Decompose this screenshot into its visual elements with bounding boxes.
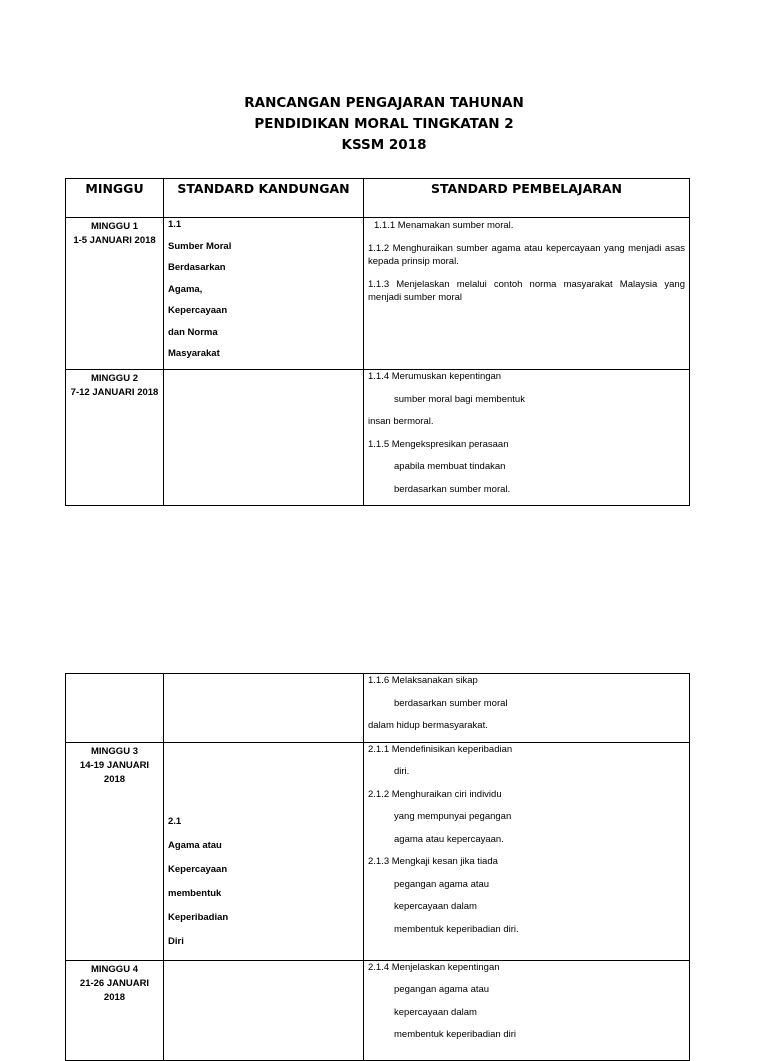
standard-pembelajaran-cell	[364, 674, 690, 743]
plan-table-1	[65, 178, 690, 506]
week-year: 2018	[103, 991, 126, 1003]
standard-pembelajaran-cell	[364, 960, 690, 1060]
header-minggu: MINGGU	[66, 179, 164, 218]
table-header-row	[66, 179, 690, 218]
week-cell	[66, 218, 164, 370]
sk-line: Kepercayaan	[168, 305, 228, 316]
sk-line: Agama atau	[168, 839, 222, 851]
sp-line: diri.	[394, 766, 410, 777]
doc-title-line-1: RANCANGAN PENGAJARAN TAHUNAN	[244, 95, 524, 111]
sk-line: 1.1	[168, 219, 182, 230]
sp-line: insan bermoral.	[368, 416, 434, 427]
standard-kandungan-cell	[164, 370, 364, 506]
week-label: MINGGU 2	[91, 373, 138, 384]
sp-line: 2.1.1 Mendefinisikan keperibadian	[368, 743, 513, 755]
table-row	[66, 674, 690, 743]
week-cell	[66, 960, 164, 1060]
sp-line: kepercayaan dalam	[394, 1006, 477, 1018]
standard-kandungan-cell	[164, 960, 364, 1060]
sk-line: Agama,	[168, 283, 203, 295]
header-standard-kandungan: STANDARD KANDUNGAN	[164, 179, 364, 218]
sk-line: Berdasarkan	[168, 262, 226, 273]
week-cell	[66, 674, 164, 743]
table-row	[66, 960, 690, 1060]
table-row	[66, 742, 690, 960]
standard-kandungan-cell	[164, 218, 364, 370]
sk-line: Kepercayaan	[168, 863, 228, 875]
sp-line: 1.1.6 Melaksanakan sikap	[368, 675, 478, 686]
standard-pembelajaran-cell	[364, 742, 690, 960]
doc-title-line-3: KSSM 2018	[341, 137, 427, 153]
sp-item: 1.1.2 Menghuraikan sumber agama atau kepercayaan yang menjadi asas kepada prinsip moral.	[368, 243, 685, 267]
sk-line: membentuk	[168, 887, 222, 899]
week-year: 2018	[103, 773, 126, 785]
week-label: MINGGU 1	[91, 221, 138, 232]
sp-line: 1.1.4 Merumuskan kepentingan	[368, 371, 502, 382]
sp-line: 2.1.2 Menghuraikan ciri individu	[368, 788, 502, 800]
sp-line: 1.1.5 Mengekspresikan perasaan	[368, 438, 509, 450]
sp-line: kepercayaan dalam	[394, 901, 477, 912]
sp-line: membentuk keperibadian diri.	[394, 923, 519, 935]
sp-line: yang mempunyai pegangan	[394, 811, 512, 822]
sp-line: berdasarkan sumber moral	[394, 697, 508, 709]
sk-line: Keperibadian	[168, 911, 229, 923]
sp-line: sumber moral bagi membentuk	[394, 393, 525, 405]
standard-pembelajaran-cell	[364, 218, 690, 370]
sp-item: 1.1.3 Menjelaskan melalui contoh norma masyarakat Malaysia yang menjadi sumber moral	[368, 279, 685, 303]
sp-line: 2.1.4 Menjelaskan kepentingan	[368, 961, 500, 973]
week-dates: 21-26 JANUARI	[79, 977, 150, 989]
sp-line: membentuk keperibadian diri	[394, 1029, 516, 1040]
standard-kandungan-cell	[164, 674, 364, 743]
header-standard-pembelajaran: STANDARD PEMBELAJARAN	[364, 179, 690, 218]
sp-line: 2.1.3 Mengkaji kesan jika tiada	[368, 856, 498, 867]
standard-pembelajaran-cell	[364, 370, 690, 506]
week-dates: 1-5 JANUARI 2018	[73, 235, 156, 246]
week-label: MINGGU 4	[91, 963, 138, 975]
week-dates: 14-19 JANUARI	[79, 759, 150, 771]
sk-line: dan Norma	[168, 326, 218, 338]
week-cell	[66, 370, 164, 506]
standard-kandungan-cell	[164, 742, 364, 960]
doc-title-line-2: PENDIDIKAN MORAL TINGKATAN 2	[254, 116, 514, 132]
week-cell	[66, 742, 164, 960]
week-dates: 7-12 JANUARI 2018	[70, 387, 159, 398]
table-row	[66, 370, 690, 506]
sp-line: agama atau kepercayaan.	[394, 833, 504, 845]
sk-line: Sumber Moral	[168, 240, 232, 252]
sp-line: dalam hidup bermasyarakat.	[368, 720, 488, 731]
plan-table-2	[65, 673, 690, 1061]
sp-line: berdasarkan sumber moral.	[394, 483, 511, 495]
sp-item: 1.1.1 Menamakan sumber moral.	[374, 220, 514, 231]
table-row	[66, 218, 690, 370]
sp-line: apabila membuat tindakan	[394, 461, 506, 472]
sk-line: 2.1	[168, 815, 182, 827]
sk-line: Diri	[168, 935, 184, 947]
sp-line: pegangan agama atau	[394, 878, 490, 890]
sk-line: Masyarakat	[168, 348, 220, 359]
week-label: MINGGU 3	[91, 745, 138, 757]
sp-line: pegangan agama atau	[394, 984, 490, 995]
